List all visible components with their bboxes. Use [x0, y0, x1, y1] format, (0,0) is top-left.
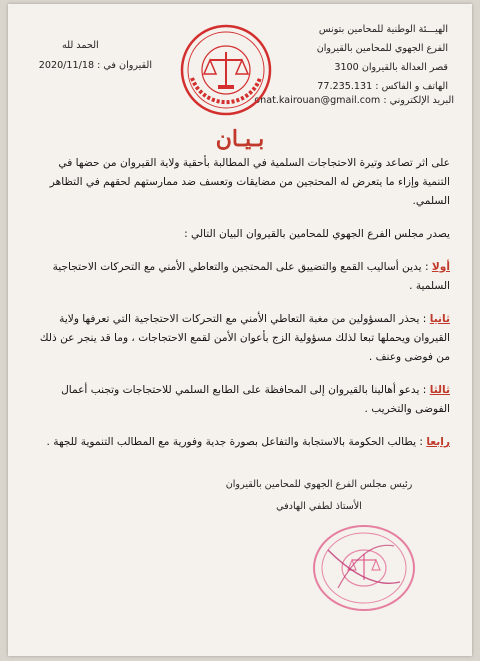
intro-paragraph: على اثر تصاعد وتيرة الاحتجاجات السلمية في المطالبة بأحقية ولاية القيروان من حضها في التنمية وإزاء ما يتعرض له المحتجين من مضايقات وتعسف ضد ممارستهم لحقهم في التظاهر السلمي. — [49, 157, 450, 207]
signatory-name: الأستاذ لطفي الهادفي — [276, 501, 362, 512]
council-statement: يصدر مجلس الفرع الجهوي للمحامين بالقيروان البيان التالي : — [184, 228, 450, 240]
email-label: البريد الإلكتروني : — [383, 95, 454, 106]
document-title: بـيـان — [215, 126, 265, 152]
point-label: ثالثا — [429, 384, 450, 396]
signature-block — [204, 474, 434, 518]
point-3 — [34, 381, 450, 419]
official-stamp-icon — [308, 520, 420, 616]
point-label: ثانيا — [429, 313, 450, 325]
org-line-4: الهاتف و الفاكس : 77.235.131 — [317, 81, 448, 92]
point-text: : يطالب الحكومة بالاستجابة والتفاعل بصورة جدية وفورية مع المطالب التنموية للجهة . — [46, 436, 423, 448]
letterhead-org-block — [268, 20, 448, 96]
org-line-3: قصر العدالة بالقيروان 3100 — [334, 62, 448, 73]
letterhead-date-block — [32, 36, 152, 76]
org-line-2: الفرع الجهوي للمحامين بالقيروان — [316, 43, 448, 54]
point-label: رابعا — [426, 436, 450, 448]
point-4 — [34, 433, 450, 452]
point-text: : يحذر المسؤولين من مغبة التعاطي الأمني مع التحركات الاحتجاجية التي تعرفها ولاية القيروان ويحملها تبعا لذلك مسؤولية الزج بأعوان الأمن لقمع الاحتجاجات ، وما قد ينجر عن ذلك من فوضى وعنف . — [39, 313, 450, 363]
point-label: أولا — [431, 261, 450, 273]
document-body — [34, 154, 450, 452]
point-text: : يدين أساليب القمع والتضييق على المحتجين والتعاطي الأمني مع التحركات الاحتجاجية السلمية . — [52, 261, 450, 292]
scales-of-justice-emblem-icon — [178, 22, 274, 118]
point-2 — [34, 310, 450, 367]
point-1 — [34, 258, 450, 296]
signatory-role: رئيس مجلس الفرع الجهوي للمحامين بالقيروان — [225, 479, 413, 490]
point-text: : يدعو أهالينا بالقيروان إلى المحافظة على الطابع السلمي للاحتجاجات وتجنب أعمال الفوضى والتخريب . — [61, 384, 450, 415]
org-line-1: الهيـــئة الوطنية للمحامين بتونس — [318, 24, 448, 35]
praise-line: الحمد لله — [62, 40, 99, 51]
date-line: القيروان في : 2020/11/18 — [38, 60, 152, 71]
email-address: onat.kairouan@gmail.com — [254, 95, 381, 106]
document-page — [8, 4, 472, 656]
